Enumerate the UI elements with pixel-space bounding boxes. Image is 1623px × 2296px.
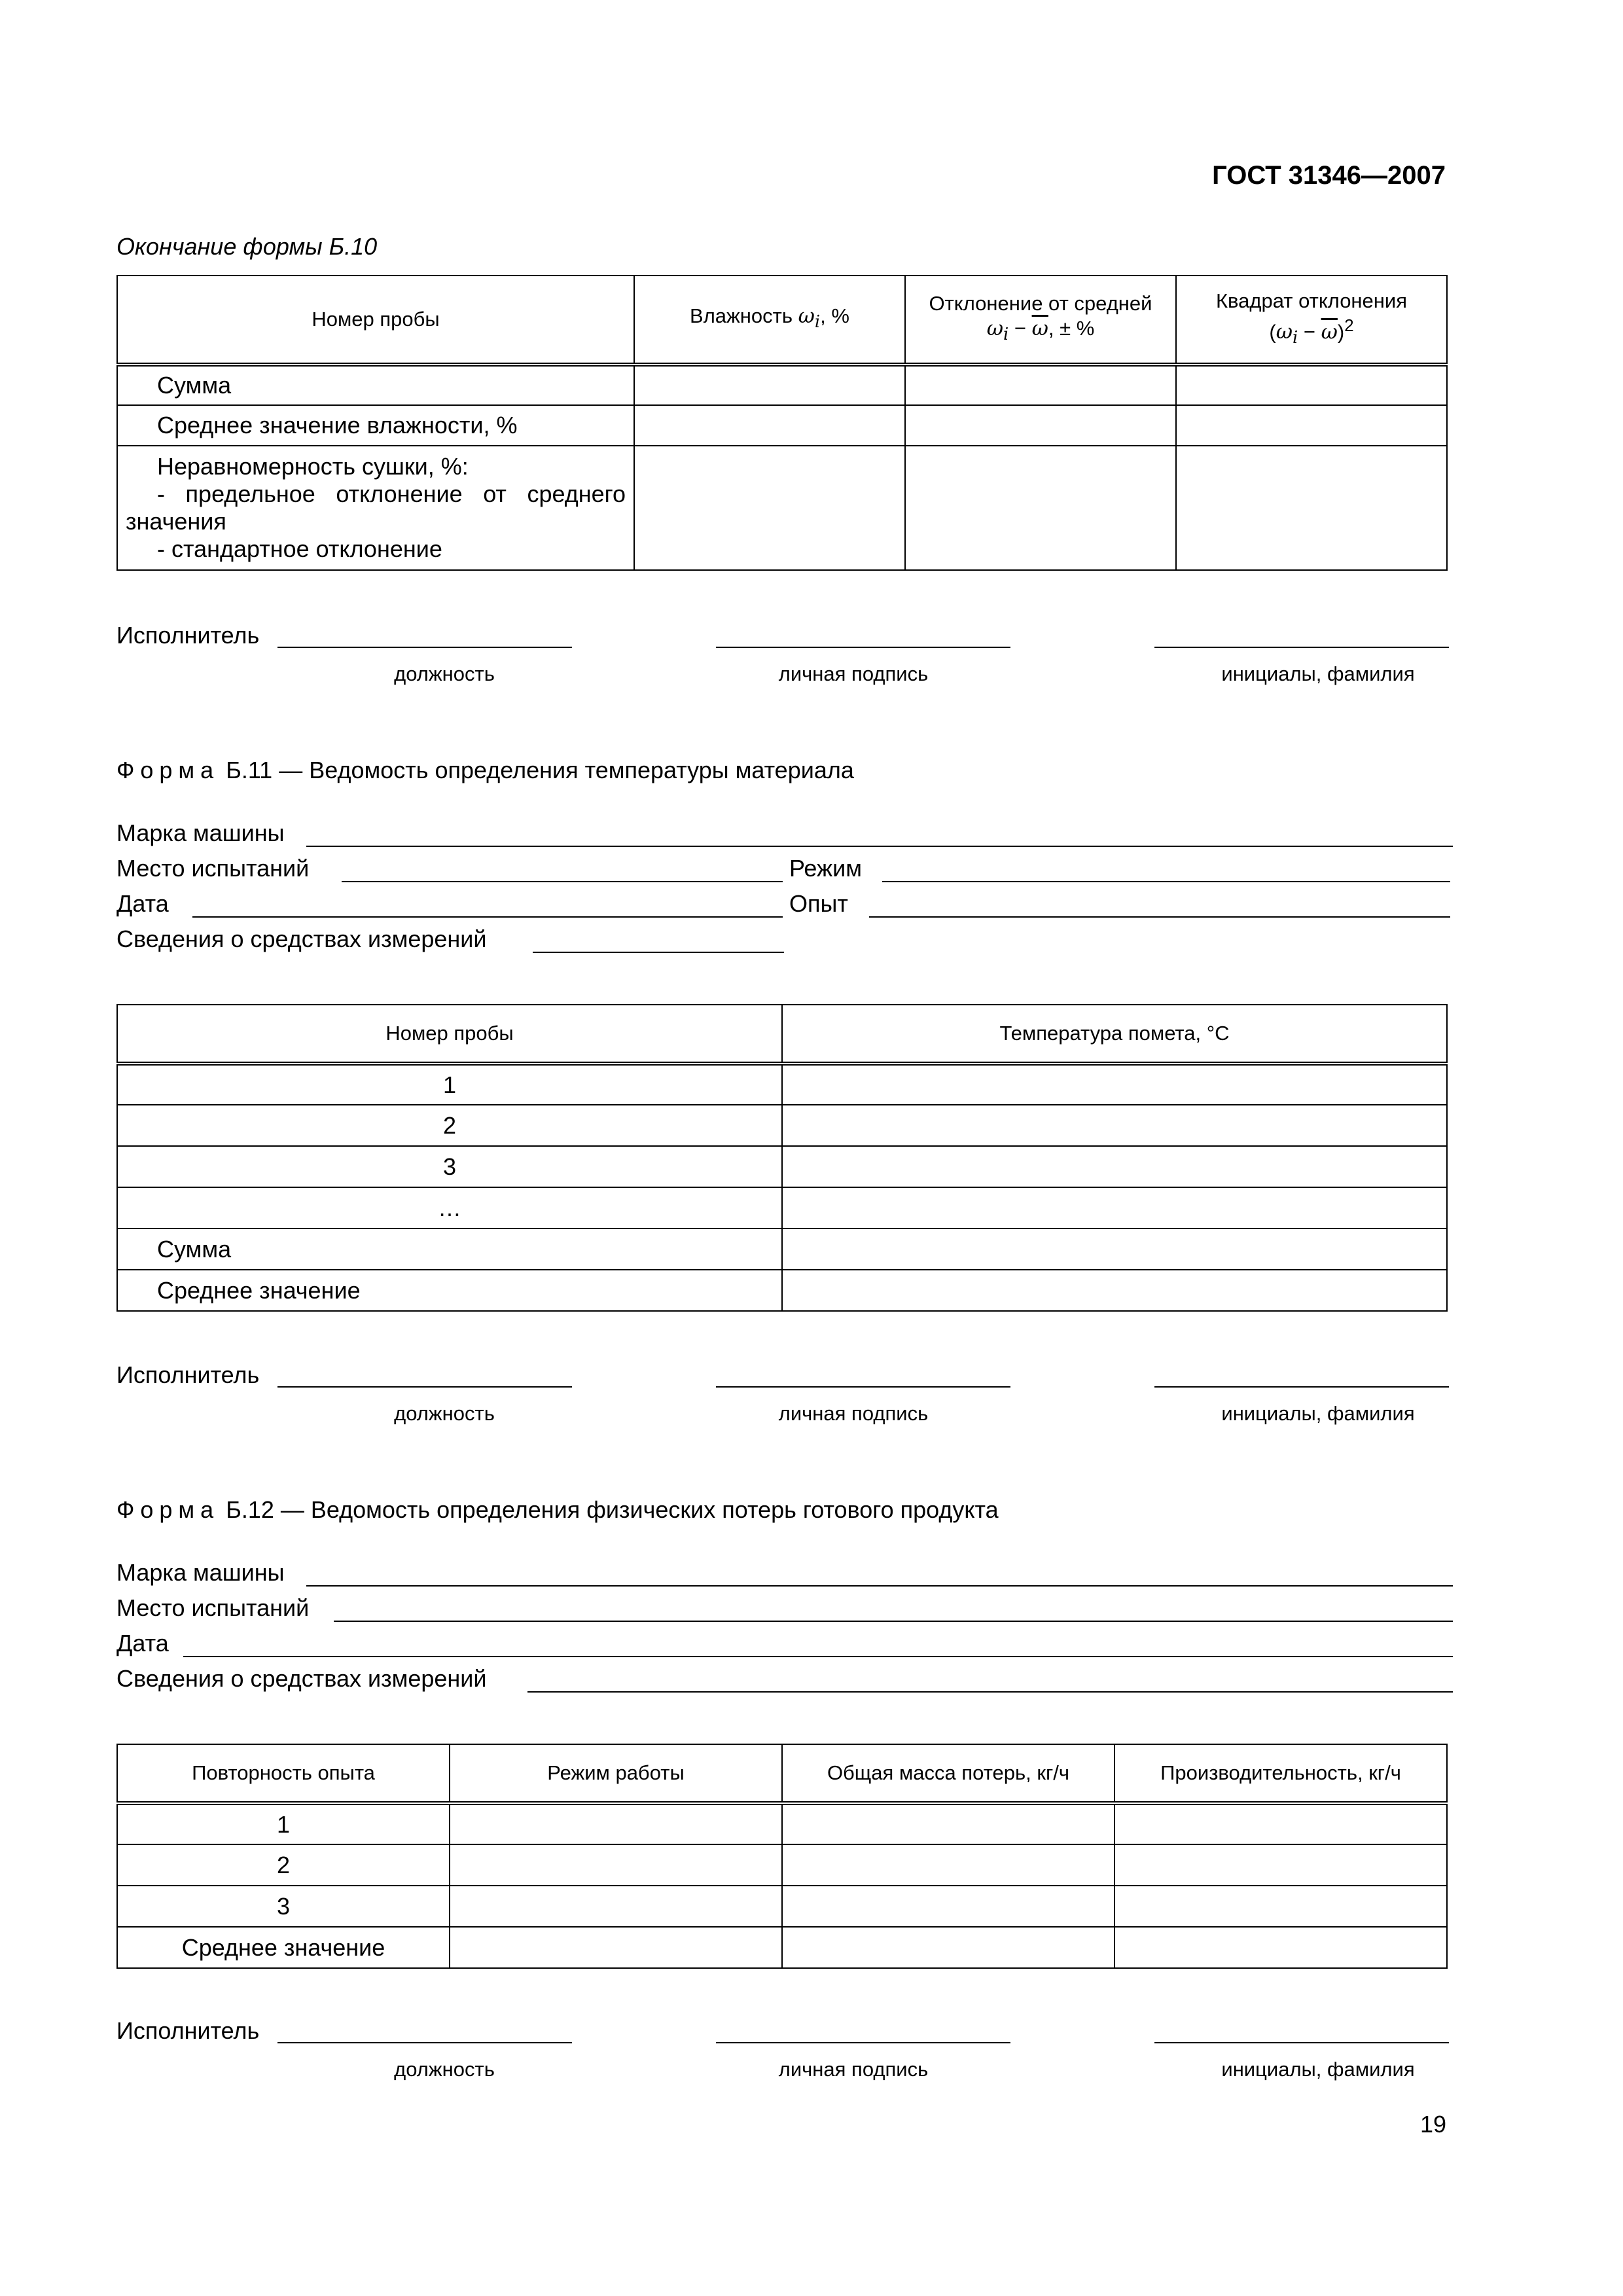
position-caption: должность [394,662,495,685]
signature-caption: личная подпись [778,1402,929,1425]
cell [634,446,905,570]
form-b12-table [116,1744,1448,1969]
instruments-label: Сведения о средствах измерений [116,925,487,952]
form-b10-subtitle: Окончание формы Б.10 [116,233,378,260]
header-loss: Общая масса потерь, кг/ч [782,1744,1115,1803]
cell [905,446,1176,570]
form-b12-title-prefix: Форма [116,1496,220,1523]
unevenness-limit: - предельное отклонение от среднего значения [126,480,626,535]
cell [782,1803,1115,1844]
row-sum-label: Сумма [117,365,634,405]
header-square-line1: Квадрат отклонения [1215,289,1408,312]
signature-line[interactable] [716,2042,1010,2043]
form-b12-title [116,1496,999,1524]
header-sample: Номер пробы [117,1005,782,1064]
row-mean-label: Среднее значение [117,1927,450,1968]
form-b11-title [116,757,854,784]
machine-label: Марка машины [116,819,285,846]
performer-label: Исполнитель [116,622,260,649]
date-line[interactable] [183,1656,1453,1657]
cell [1115,1803,1447,1844]
date-line[interactable] [192,916,783,918]
position-caption: должность [394,1402,495,1425]
sample-number: … [117,1187,782,1229]
cell [634,405,905,446]
date-label: Дата [116,1630,169,1657]
cell [450,1886,782,1927]
header-deviation-line1: Отклонение от средней [929,292,1152,315]
unevenness-std: - стандартное отклонение [157,535,442,562]
cell [905,365,1176,405]
experiment-label: Опыт [789,890,848,917]
name-caption: инициалы, фамилия [1221,1402,1415,1425]
header-deviation [905,276,1176,365]
cell [782,1105,1447,1146]
cell [450,1803,782,1844]
instruments-line[interactable] [527,1691,1453,1693]
signature-line[interactable] [716,1386,1010,1388]
instruments-label: Сведения о средствах измерений [116,1665,487,1692]
repeat-number: 2 [117,1844,450,1886]
cell [782,1927,1115,1968]
place-line[interactable] [342,881,783,882]
cell [450,1844,782,1886]
cell [782,1886,1115,1927]
row-sum-label: Сумма [117,1229,782,1270]
cell [782,1064,1447,1105]
row-mean-label: Среднее значение влажности, % [117,405,634,446]
cell [634,365,905,405]
place-label: Место испытаний [116,855,310,882]
form-b11-title-prefix: Форма [116,757,220,783]
sample-number: 2 [117,1105,782,1146]
header-temperature: Температура помета, °С [782,1005,1447,1064]
header-productivity: Производительность, кг/ч [1115,1744,1447,1803]
repeat-number: 1 [117,1803,450,1844]
cell [1115,1844,1447,1886]
page-number: 19 [1419,2111,1446,2138]
form-b11-table [116,1004,1448,1312]
place-label: Место испытаний [116,1594,310,1621]
machine-line[interactable] [306,846,1453,847]
cell [905,405,1176,446]
cell [1176,446,1447,570]
sample-number: 1 [117,1064,782,1105]
experiment-line[interactable] [869,916,1450,918]
date-label: Дата [116,890,169,917]
cell [782,1270,1447,1311]
cell [1176,405,1447,446]
signature-line[interactable] [716,647,1010,648]
cell [782,1229,1447,1270]
signature-caption: личная подпись [778,662,929,685]
sample-number: 3 [117,1146,782,1187]
form-b12-title-rest: Б.12 — Ведомость определения физических потерь готового продукта [226,1496,999,1523]
form-b11-title-rest: Б.11 — Ведомость определения температуры материала [226,757,854,783]
name-caption: инициалы, фамилия [1221,2058,1415,2081]
header-deviation-formula: $\omega_i - \overline{\omega}$, ± % [986,317,1095,345]
position-line[interactable] [277,1386,572,1388]
header-square [1176,276,1447,365]
form-b10-table [116,275,1448,571]
instruments-line[interactable] [533,952,784,953]
header-sample: Номер пробы [117,276,634,365]
performer-label: Исполнитель [116,2017,260,2044]
cell [1115,1886,1447,1927]
header-mode: Режим работы [450,1744,782,1803]
name-line[interactable] [1154,647,1449,648]
cell [782,1844,1115,1886]
position-line[interactable] [277,647,572,648]
name-caption: инициалы, фамилия [1221,662,1415,685]
machine-line[interactable] [306,1585,1453,1587]
position-caption: должность [394,2058,495,2081]
repeat-number: 3 [117,1886,450,1927]
performer-label: Исполнитель [116,1361,260,1388]
cell [1115,1927,1447,1968]
place-line[interactable] [334,1621,1453,1622]
mode-label: Режим [789,855,862,882]
standard-number: ГОСТ 31346—2007 [1212,161,1446,190]
name-line[interactable] [1154,1386,1449,1388]
header-repeat: Повторность опыта [117,1744,450,1803]
signature-caption: личная подпись [778,2058,929,2081]
cell [782,1146,1447,1187]
header-square-formula: $(\omega_i - \overline{\omega})^2$ [1269,316,1354,348]
cell [1176,365,1447,405]
machine-label: Марка машины [116,1559,285,1586]
mode-line[interactable] [882,881,1450,882]
header-moisture: Влажность $\omega_i$, % [634,276,905,365]
cell [450,1927,782,1968]
name-line[interactable] [1154,2042,1449,2043]
row-mean-label: Среднее значение [117,1270,782,1311]
unevenness-title: Неравномерность сушки, %: [157,453,469,480]
row-unevenness-label [117,446,634,570]
cell [782,1187,1447,1229]
position-line[interactable] [277,2042,572,2043]
